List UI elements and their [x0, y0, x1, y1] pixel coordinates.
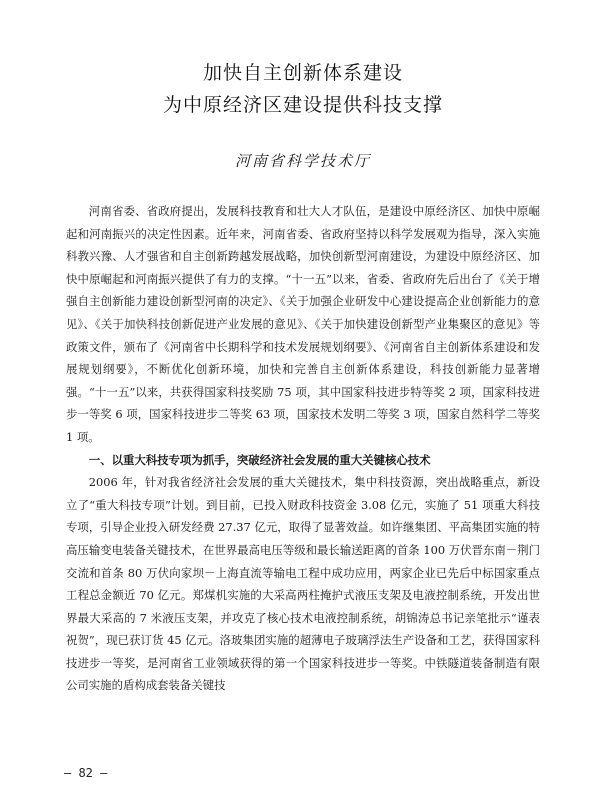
section-heading-1: 一、以重大科技专项为抓手，突破经济社会发展的重大关键核心技术 — [88, 452, 431, 467]
body-paragraph-intro: 河南省委、省政府提出，发展科技教育和壮大人才队伍，是建设中原经济区、加快中原崛起和河南振兴的决定性因素。近年来，河南省委、省政府坚持以科学发展观为指导，深入实施科教兴豫、人才强省和自主创新跨越发展战略，加快创新型河南建设，为建设中原经济区、加快中原崛起和河南振兴提供了有力的支撑。“十一五”以来，省委、省政府先后出台了《关于增强自主创新能力建设创新型河南的决定》、《关于加强企业研发中心建设提高企业创新能力的意见》、《关于加快科技创新促进产业发展的意见》、《关于加快建设创新型产业集聚区的意见》等政策文件，颁布了《河南省中长期科学和技术发展规划纲要》、《河南省自主创新体系建设和发展规划纲要》，不断优化创新环境，加快和完善自主创新体系建设，科技创新能力显著增强。“十一五”以来，共获得国家科技奖励 75 项，其中国家科技进步特等奖 2 项，国家科技进步一等奖 6 项，国家科技进步二等奖 63 项，国家技术发明二等奖 3 项，国家自然科学二等奖 1 项。 — [66, 204, 540, 444]
page-number: — 82 — — [64, 766, 108, 780]
document-author: 河南省科学技术厅 — [234, 152, 371, 170]
document-title-line2: 为中原经济区建设提供科技支撑 — [162, 94, 443, 116]
body-paragraph-section1: 2006 年，针对我省经济社会发展的重大关键技术，集中科技资源，突出战略重点，新设立了“重大科技专项”计划。到目前，已投入财政科技资金 3.08 亿元，实施了 51 项重大科技专项，引导企业投入研发经费 27.37 亿元，取得了显著效益。如许继集团、平高集团实施的特高压输变电装备关键技术，在世界最高电压等级和最长输送距离的首条 100 万伏晋东南－荆门交流和首条 80 万伏向家坝－上海直流等输电工程中成功应用，两家企业已先后中标国家重点工程总金额近 70 亿元。郑煤机实施的大采高两柱掩护式液压支架及电液控制系统，开发出世界最大采高的 7 米液压支架，并攻克了核心技术电液控制系统，胡锦涛总书记亲笔批示“谨表祝贺”，现已获订货 45 亿元。洛玻集团实施的超薄电子玻璃浮法生产设备和工艺，获得国家科技进步一等奖，是河南省工业领域获得的第一个国家科技进步一等奖。中铁隧道装备制造有限公司实施的盾构成套装备关键技 — [66, 475, 540, 693]
document-title-line1: 加快自主创新体系建设 — [202, 62, 403, 84]
